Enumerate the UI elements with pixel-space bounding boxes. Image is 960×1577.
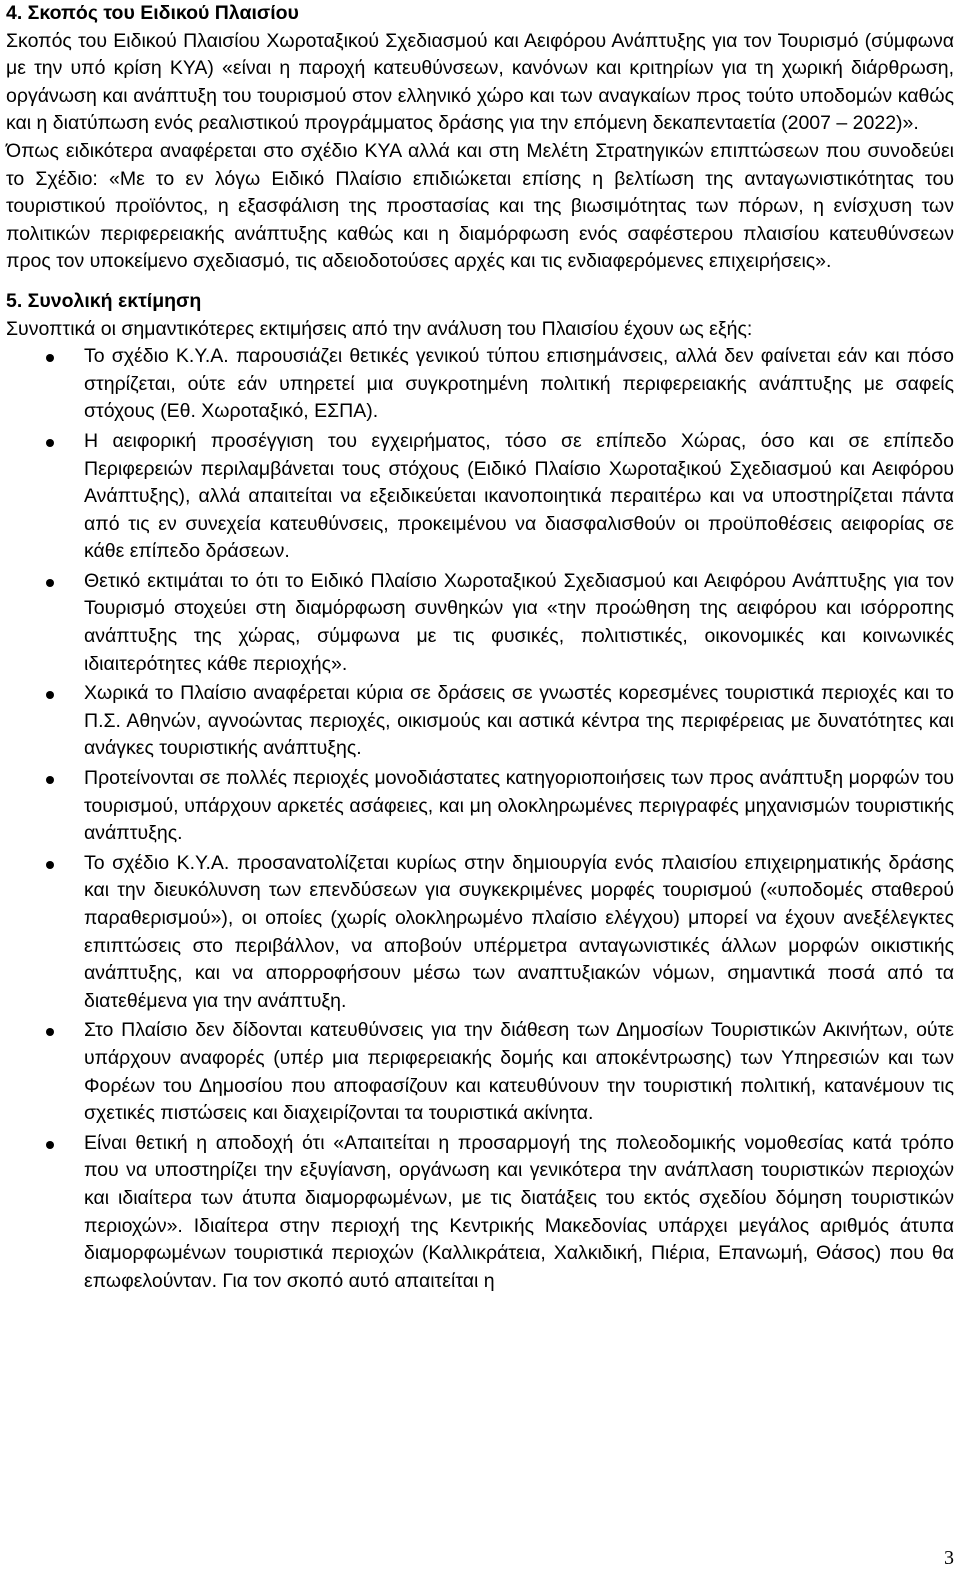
list-item-text: Στο Πλαίσιο δεν δίδονται κατευθύνσεις για την διάθεση των Δημοσίων Τουριστικών Ακινήτων, ούτε υπάρχουν αναφορές (υπέρ μια περιφερειακής δομής και αποκέντρωσης) των Υπηρεσιών και των Φορέων του Δημοσίου που αποφασίζουν και κατευθύνουν την τουριστική πολιτική, κατανέμουν τις σχετικές πιστώσεις και διαχειρίζονται τα τουριστικά ακίνητα. bbox=[84, 1019, 954, 1125]
bullet-icon bbox=[46, 439, 54, 447]
list-item-text: Χωρικά το Πλαίσιο αναφέρεται κύρια σε δράσεις σε γνωστές κορεσμένες τουριστικά περιοχές και το Π.Σ. Αθηνών, αγνοώντας περιοχές, οικισμούς και αστικά κέντρα της περιφέρειας με δυνατότητες και ανάγκες τουριστικής ανάπτυξης. bbox=[84, 682, 954, 760]
section-5-intro: Συνοπτικά οι σημαντικότερες εκτιμήσεις από την ανάλυση του Πλαισίου έχουν ως εξής: bbox=[6, 317, 753, 340]
bullet-icon bbox=[46, 776, 54, 784]
bullet-icon bbox=[46, 1028, 54, 1036]
bullet-icon bbox=[46, 861, 54, 869]
bullet-icon bbox=[46, 579, 54, 587]
list-item-text: Το σχέδιο Κ.Υ.Α. παρουσιάζει θετικές γενικού τύπου επισημάνσεις, αλλά δεν φαίνεται εάν και πόσο στηρίζεται, ούτε εάν υπηρετεί μια συγκροτημένη πολιτική περιφερειακής ανάπτυξης με σαφείς στόχους (Εθ. Χωροταξικό, ΕΣΠΑ). bbox=[84, 345, 954, 423]
list-item-text: Είναι θετική η αποδοχή ότι «Απαιτείται η προσαρμογή της πολεοδομικής νομοθεσίας κατά τρόπο που να υποστηρίζει την εξυγίανση, οργάνωση και γενικότερα την ανάπλαση τουριστικών περιοχών και ιδιαίτερα των άτυπα διαμορφωμένων, με τις διατάξεις του εκτός σχεδίου δόμηση τουριστικών περιοχών». Ιδιαίτερα στην περιοχή της Κεντρικής Μακεδονίας υπάρχει μεγάλος αριθμός άτυπα διαμορφωμένων τουριστικά περιοχών (Καλλικράτεια, Χαλκιδική, Πιέρια, Επανωμή, Θάσος) που θα επωφελούνταν. Για τον σκοπό αυτό απαιτείται η bbox=[84, 1131, 954, 1292]
bullet-icon bbox=[46, 354, 54, 362]
bullet-icon bbox=[46, 691, 54, 699]
section-4-paragraph-1: Σκοπός του Ειδικού Πλαισίου Χωροταξικού Σχεδιασμού και Αειφόρου Ανάπτυξης για τον Τουρισμό (σύμφωνα με την υπό κρίση ΚΥΑ) «είναι η παροχή κατευθύνσεων, κανόνων και κριτηρίων για τη χωρική διάρθρωση, οργάνωση και ανάπτυξη του τουρισμού στον ελληνικό χώρο και των αναγκαίων προς τούτο υποδομών καθώς και η διατύπωση ενός ρεαλιστικού προγράμματος δράσης για την επόμενη δεκαπενταετία (2007 – 2022)». bbox=[6, 29, 954, 135]
list-item bbox=[6, 428, 954, 566]
list-item-text: Η αειφορική προσέγγιση του εγχειρήματος, τόσο σε επίπεδο Χώρας, όσο και σε επίπεδο Περιφερειών περιλαμβάνεται τους στόχους (Ειδικό Πλαίσιο Χωροταξικού Σχεδιασμού και Αειφόρου Ανάπτυξης), αλλά απαιτείται να εξειδικεύεται ικανοποιητικά περαιτέρω και να υποστηρίζεται πάντα από τις εν συνεχεία κατευθύνσεις, προκειμένου να διασφαλισθούν οι προϋποθέσεις αειφορίας σε κάθε επίπεδο δράσεων. bbox=[84, 429, 954, 563]
list-item-text: Το σχέδιο Κ.Υ.Α. προσανατολίζεται κυρίως στην δημιουργία ενός πλαισίου επιχειρηματικής δράσης και την διευκόλυνση των επενδύσεων για συγκεκριμένες μορφές τουρισμού («υποδομές σταθερού παραθερισμού»), οι οποίες (χωρίς ολοκληρωμένο πλαίσιο ελέγχου) μπορεί να έχουν ανεξέλεγκτες επιπτώσεις στο περιβάλλον, να αποβούν υπέρμετρα ανταγωνιστικές άλλων μορφών οικιστικής ανάπτυξης, και να απορροφήσουν μέσω των αναπτυξιακών νόμων, σημαντικά ποσά από τα διατεθέμενα για την ανάπτυξη. bbox=[84, 851, 954, 1012]
section-4-paragraph-2: Όπως ειδικότερα αναφέρεται στο σχέδιο ΚΥΑ αλλά και στη Μελέτη Στρατηγικών επιπτώσεων που συνοδεύει το Σχέδιο: «Με το εν λόγω Ειδικό Πλαίσιο επιδιώκεται επίσης η βελτίωση της ανταγωνιστικότητας του τουριστικού προϊόντος, η εξασφάλιση της προστασίας και της βιωσιμότητας των πόρων, η ενίσχυση των πολιτικών περιφερειακής ανάπτυξης καθώς και η διαμόρφωση ενός σαφέστερου πλαισίου κατευθύνσεων προς τον υποκείμενο σχεδιασμό, τις αδειοδοτούσες αρχές και τις ενδιαφερόμενες επιχειρήσεις». bbox=[6, 139, 954, 273]
list-item bbox=[6, 568, 954, 678]
list-item-text: Προτείνονται σε πολλές περιοχές μονοδιάστατες κατηγοριοποιήσεις των προς ανάπτυξη μορφών του τουρισμού, υπάρχουν αρκετές ασάφειες, και μη ολοκληρωμένες περιγραφές μηχανισμών τουριστικής ανάπτυξης. bbox=[84, 767, 954, 845]
document-page bbox=[6, 0, 954, 1297]
list-item bbox=[6, 1017, 954, 1127]
list-item bbox=[6, 850, 954, 1016]
list-item bbox=[6, 765, 954, 848]
section-4-heading: 4. Σκοπός του Ειδικού Πλαισίου bbox=[6, 2, 299, 24]
assessment-list bbox=[6, 343, 954, 1295]
list-item bbox=[6, 680, 954, 763]
list-item bbox=[6, 343, 954, 426]
section-5-heading: 5. Συνολική εκτίμηση bbox=[6, 289, 202, 312]
list-item-text: Θετικό εκτιμάται το ότι το Ειδικό Πλαίσιο Χωροταξικού Σχεδιασμού και Αειφόρου Ανάπτυξης για τον Τουρισμό στοχεύει στη διαμόρφωση συνθηκών για «την προώθηση της αειφόρου και ισόρροπης ανάπτυξης της χώρας, σύμφωνα με τις φυσικές, πολιτιστικές, οικονομικές και κοινωνικές ιδιαιτερότητες κάθε περιοχής». bbox=[84, 569, 954, 675]
page-number: 3 bbox=[944, 1547, 954, 1570]
bullet-icon bbox=[46, 1141, 54, 1149]
list-item bbox=[6, 1130, 954, 1296]
